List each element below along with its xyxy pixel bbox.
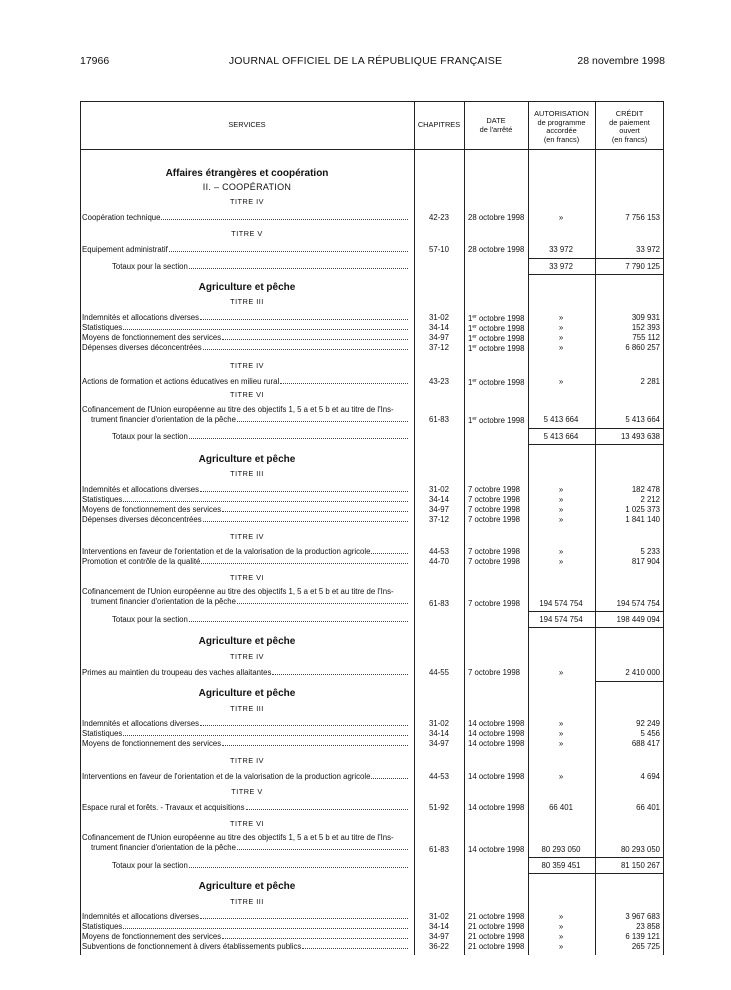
total-autorisation: 5 413 664 <box>543 432 579 441</box>
row-label: Espace rural et forêts. - Travaux et acquisitions <box>82 803 245 812</box>
row-autorisation: » <box>558 495 564 504</box>
row-credit: 7 756 153 <box>625 213 660 222</box>
row-chapitre: 34-14 <box>429 495 449 504</box>
row-chapitre: 61-83 <box>429 845 449 854</box>
publication-date: 28 novembre 1998 <box>577 55 665 67</box>
row-date: 21 octobre 1998 <box>468 942 525 951</box>
row-label: Dépenses diverses déconcentrées <box>82 343 202 352</box>
total-label: Totaux pour la section <box>112 615 188 624</box>
row-credit: 265 725 <box>631 942 660 951</box>
row-credit: 2 281 <box>640 377 660 386</box>
total-autorisation: 33 972 <box>549 262 573 271</box>
row-date: 7 octobre 1998 <box>468 515 521 524</box>
journal-title: JOURNAL OFFICIEL DE LA RÉPUBLIQUE FRANÇAISE <box>228 55 503 67</box>
row-chapitre: 51-92 <box>429 803 449 812</box>
row-autorisation: » <box>558 505 564 514</box>
row-credit: 66 401 <box>636 803 660 812</box>
row-credit: 309 931 <box>631 313 660 322</box>
row-chapitre: 34-14 <box>429 323 449 332</box>
row-credit: 2 212 <box>640 495 660 504</box>
row-chapitre: 61-83 <box>429 415 449 424</box>
titre-heading: TITRE IV <box>230 652 264 661</box>
row-autorisation: » <box>558 729 564 738</box>
row-chapitre: 43-23 <box>429 377 449 386</box>
subtotal-rule <box>528 258 664 259</box>
row-date: 28 octobre 1998 <box>468 213 525 222</box>
row-autorisation: 194 574 754 <box>539 599 583 608</box>
row-date: 7 octobre 1998 <box>468 505 521 514</box>
row-credit: 755 112 <box>632 333 660 342</box>
row-date: 7 octobre 1998 <box>468 547 521 556</box>
row-autorisation: » <box>558 932 564 941</box>
total-credit: 198 449 094 <box>616 615 660 624</box>
section-title: Affaires étrangères et coopération <box>165 168 329 179</box>
row-chapitre: 31-02 <box>429 912 449 921</box>
row-date: 14 octobre 1998 <box>468 739 525 748</box>
row-chapitre: 44-53 <box>429 547 449 556</box>
row-label: Statistiques <box>82 922 123 931</box>
row-credit: 6 139 121 <box>625 932 660 941</box>
row-chapitre: 37-12 <box>429 343 449 352</box>
row-label: Statistiques <box>82 323 123 332</box>
row-label: Moyens de fonctionnement des services <box>82 932 222 941</box>
subtotal-rule <box>528 857 664 858</box>
titre-heading: TITRE V <box>231 229 263 238</box>
row-autorisation: 80 293 050 <box>541 845 581 854</box>
row-autorisation: » <box>558 772 564 781</box>
total-label: Totaux pour la section <box>112 262 188 271</box>
titre-heading: TITRE III <box>230 469 264 478</box>
row-chapitre: 61-83 <box>429 599 449 608</box>
row-autorisation: » <box>558 668 564 677</box>
row-label: Indemnités et allocations diverses <box>82 719 200 728</box>
col-header-services: SERVICES <box>228 120 266 129</box>
row-credit: 4 694 <box>640 772 660 781</box>
row-date: 7 octobre 1998 <box>468 599 521 608</box>
row-label: Indemnités et allocations diverses <box>82 313 200 322</box>
col-header-credit: CRÉDIT de paiement ouvert (en francs) <box>609 109 650 144</box>
titre-heading: TITRE IV <box>230 532 264 541</box>
total-autorisation: 80 359 451 <box>541 861 581 870</box>
row-autorisation: » <box>558 912 564 921</box>
col-header-autorisation: AUTORISATION de programme accordée (en francs) <box>534 109 589 144</box>
row-label: Dépenses diverses déconcentrées <box>82 515 202 524</box>
row-date: 1er octobre 1998 <box>468 334 525 343</box>
row-chapitre: 44-53 <box>429 772 449 781</box>
row-credit: 3 967 683 <box>625 912 660 921</box>
row-chapitre: 34-97 <box>429 932 449 941</box>
titre-heading: TITRE III <box>230 297 264 306</box>
row-autorisation: » <box>558 333 564 342</box>
row-credit: 5 413 664 <box>625 415 660 424</box>
row-label: Statistiques <box>82 729 123 738</box>
column-divider <box>595 101 596 955</box>
row-date: 7 octobre 1998 <box>468 557 521 566</box>
row-credit: 1 841 140 <box>625 515 660 524</box>
row-date: 28 octobre 1998 <box>468 245 525 254</box>
row-chapitre: 42-23 <box>429 213 449 222</box>
row-credit: 6 860 257 <box>625 343 660 352</box>
row-label: Indemnités et allocations diverses <box>82 912 200 921</box>
row-label: Moyens de fonctionnement des services <box>82 333 222 342</box>
row-chapitre: 34-97 <box>429 739 449 748</box>
row-chapitre: 44-55 <box>429 668 449 677</box>
row-label: Moyens de fonctionnement des services <box>82 505 222 514</box>
total-rule <box>528 444 664 445</box>
titre-heading: TITRE IV <box>230 361 264 370</box>
total-rule <box>528 274 664 275</box>
row-label: Moyens de fonctionnement des services <box>82 739 222 748</box>
row-chapitre: 31-02 <box>429 313 449 322</box>
row-date: 14 octobre 1998 <box>468 845 525 854</box>
row-chapitre: 31-02 <box>429 719 449 728</box>
row-credit: 33 972 <box>636 245 660 254</box>
titre-heading: TITRE VI <box>230 390 264 399</box>
row-date: 1er octobre 1998 <box>468 344 525 353</box>
row-label: Equipement administratif <box>82 245 168 254</box>
row-label-multiline: Cofinancement de l'Union européenne au titre des objectifs 1, 5 a et 5 b et au titre de l'Ins- trument financier d'orientation de la pêche <box>82 587 408 606</box>
row-date: 14 octobre 1998 <box>468 803 525 812</box>
row-credit: 194 574 754 <box>616 599 660 608</box>
row-chapitre: 37-12 <box>429 515 449 524</box>
row-autorisation: » <box>558 942 564 951</box>
titre-heading: TITRE IV <box>230 197 264 206</box>
row-label: Coopération technique <box>82 213 161 222</box>
row-label-multiline: Cofinancement de l'Union européenne au titre des objectifs 1, 5 a et 5 b et au titre de l'Ins- trument financier d'orientation de la pêche <box>82 405 408 424</box>
col-header-chapitres: CHAPITRES <box>417 120 461 129</box>
section-title: Agriculture et pêche <box>198 282 296 293</box>
row-autorisation: » <box>558 557 564 566</box>
row-date: 1er octobre 1998 <box>468 324 525 333</box>
total-autorisation: 194 574 754 <box>539 615 583 624</box>
row-label: Actions de formation et actions éducatives en milieu rural <box>82 377 280 386</box>
row-autorisation: » <box>558 719 564 728</box>
row-credit: 182 478 <box>631 485 660 494</box>
row-date: 7 octobre 1998 <box>468 668 521 677</box>
row-autorisation: » <box>558 343 564 352</box>
row-autorisation: » <box>558 323 564 332</box>
row-autorisation: » <box>558 547 564 556</box>
section-subtitle: II. – COOPÉRATION <box>202 182 292 192</box>
row-chapitre: 44-70 <box>429 557 449 566</box>
titre-heading: TITRE III <box>230 704 264 713</box>
row-credit: 80 293 050 <box>620 845 660 854</box>
row-label: Interventions en faveur de l'orientation et de la valorisation de la production agricole <box>82 547 371 556</box>
header-rule <box>80 149 664 150</box>
section-title: Agriculture et pêche <box>198 454 296 465</box>
page-number: 17966 <box>80 55 110 67</box>
row-chapitre: 34-97 <box>429 333 449 342</box>
row-date: 1er octobre 1998 <box>468 378 525 387</box>
row-date: 21 octobre 1998 <box>468 932 525 941</box>
total-credit: 13 493 638 <box>620 432 660 441</box>
subtotal-rule <box>528 428 664 429</box>
titre-heading: TITRE III <box>230 897 264 906</box>
row-label-multiline: Cofinancement de l'Union européenne au titre des objectifs 1, 5 a et 5 b et au titre de l'Ins- trument financier d'orientation de la pêche <box>82 833 408 852</box>
total-label: Totaux pour la section <box>112 432 188 441</box>
row-autorisation: 33 972 <box>549 245 573 254</box>
row-date: 7 octobre 1998 <box>468 495 521 504</box>
total-rule <box>528 627 664 628</box>
column-divider <box>528 101 529 955</box>
titre-heading: TITRE VI <box>230 573 264 582</box>
row-autorisation: » <box>558 213 564 222</box>
row-chapitre: 34-14 <box>429 729 449 738</box>
row-autorisation: » <box>558 515 564 524</box>
row-date: 21 octobre 1998 <box>468 912 525 921</box>
section-title: Agriculture et pêche <box>198 881 296 892</box>
titre-heading: TITRE VI <box>230 819 264 828</box>
row-date: 14 octobre 1998 <box>468 729 525 738</box>
row-date: 1er octobre 1998 <box>468 416 525 425</box>
row-date: 1er octobre 1998 <box>468 314 525 323</box>
row-autorisation: » <box>558 485 564 494</box>
row-credit: 817 904 <box>631 557 660 566</box>
row-chapitre: 34-97 <box>429 505 449 514</box>
total-label: Totaux pour la section <box>112 861 188 870</box>
row-date: 14 octobre 1998 <box>468 772 525 781</box>
row-label: Subventions de fonctionnement à divers établissements publics <box>82 942 302 951</box>
row-date: 7 octobre 1998 <box>468 485 521 494</box>
row-credit: 688 417 <box>631 739 660 748</box>
row-label: Promotion et contrôle de la qualité <box>82 557 201 566</box>
subtotal-rule <box>528 611 664 612</box>
section-title: Agriculture et pêche <box>198 636 296 647</box>
row-credit: 152 393 <box>631 323 660 332</box>
row-credit: 5 456 <box>640 729 660 738</box>
col-header-date: DATE de l'arrêté <box>479 116 513 134</box>
total-rule <box>528 873 664 874</box>
row-chapitre: 31-02 <box>429 485 449 494</box>
row-label: Statistiques <box>82 495 123 504</box>
row-autorisation: » <box>558 313 564 322</box>
row-chapitre: 34-14 <box>429 922 449 931</box>
row-credit: 5 233 <box>640 547 660 556</box>
row-autorisation: » <box>558 739 564 748</box>
row-autorisation: 66 401 <box>549 803 573 812</box>
row-date: 21 octobre 1998 <box>468 922 525 931</box>
row-date: 14 octobre 1998 <box>468 719 525 728</box>
column-divider <box>414 101 415 955</box>
row-autorisation: » <box>558 922 564 931</box>
row-credit: 1 025 373 <box>625 505 660 514</box>
row-autorisation: » <box>558 377 564 386</box>
row-label: Indemnités et allocations diverses <box>82 485 200 494</box>
total-credit: 81 150 267 <box>620 861 660 870</box>
titre-heading: TITRE V <box>231 787 263 796</box>
row-chapitre: 57-10 <box>429 245 449 254</box>
titre-heading: TITRE IV <box>230 756 264 765</box>
row-credit: 2 410 000 <box>625 668 660 677</box>
total-credit: 7 790 125 <box>625 262 660 271</box>
row-autorisation: 5 413 664 <box>543 415 579 424</box>
column-divider <box>464 101 465 955</box>
total-rule <box>595 681 664 682</box>
row-label: Primes au maintien du troupeau des vaches allaitantes <box>82 668 272 677</box>
section-title: Agriculture et pêche <box>198 688 296 699</box>
row-credit: 23 858 <box>636 922 660 931</box>
row-label: Interventions en faveur de l'orientation et de la valorisation de la production agricole <box>82 772 371 781</box>
row-credit: 92 249 <box>636 719 660 728</box>
row-chapitre: 36-22 <box>429 942 449 951</box>
